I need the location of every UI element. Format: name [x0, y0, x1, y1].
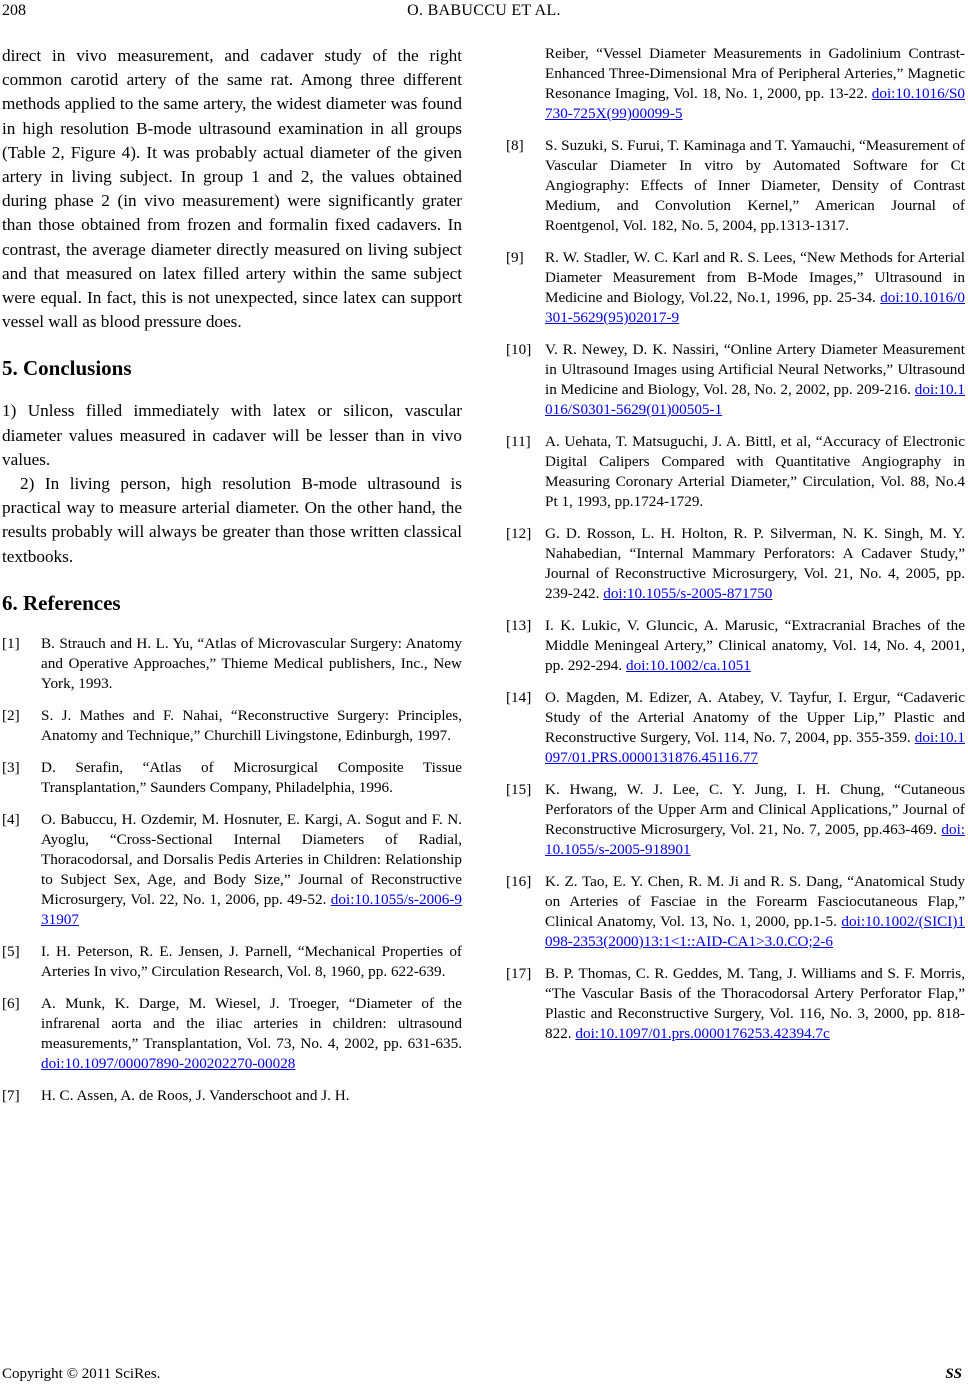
reference-item: [2, 810, 462, 930]
reference-item: [506, 780, 965, 860]
page-number: 208: [2, 2, 26, 19]
page-header: [0, 0, 968, 30]
reference-text: [545, 872, 965, 952]
reference-number: [4]: [2, 810, 20, 828]
reference-citation: B. P. Thomas, C. R. Geddes, M. Tang, J. Williams and S. F. Morris, “The Vascular Basis of the Thoracodorsal Artery Perforator Flap,” Plastic and Reconstructive Surgery, Vol. 116, No. 3, 2000, pp. 818-822.: [545, 965, 965, 1042]
reference-text: [545, 340, 965, 420]
reference-citation: O. Babuccu, H. Ozdemir, M. Hosnuter, E. Kargi, A. Sogut and F. N. Ayoglu, “Cross-Sectional Internal Diameters of Radial, Thoracodorsal, and Dorsalis Pedis Arteries in Children: Relationship to Subject Sex, Age, and Body Size,” Journal of Reconstructive Microsurgery, Vol. 22, No. 1, 2006, pp. 49-52.: [41, 810, 462, 908]
doi-link[interactable]: doi:10.1055/s-2005-871750: [603, 585, 773, 602]
reference-citation: S. Suzuki, S. Furui, T. Kaminaga and T. Yamauchi, “Measurement of Vascular Diameter In vitro by Automated Software for Ct Angiography: Effects of Inner Diameter, Density of Contrast Medium, and Convolution Kernel,” American Journal of Roentgenol, Vol. 182, No. 5, 2004, pp.1313-1317.: [545, 137, 965, 234]
reference-citation: O. Magden, M. Edizer, A. Atabey, V. Tayfur, I. Ergur, “Cadaveric Study of the Arterial Anatomy of the Upper Lip,” Plastic and Reconstructive Surgery, Vol. 114, No. 7, 2004, pp. 355-359.: [545, 689, 965, 746]
reference-number: [6]: [2, 994, 20, 1012]
reference-text: [41, 634, 462, 694]
reference-text: [506, 44, 965, 124]
doi-link[interactable]: doi:10.1002/ca.1051: [626, 657, 751, 674]
reference-citation: G. D. Rosson, L. H. Holton, R. P. Silverman, N. K. Singh, M. Y. Nahabedian, “Internal Mammary Perforators: A Cadaver Study,” Journal of Reconstructive Microsurgery, Vol. 21, No. 4, 2005, pp. 239-242.: [545, 525, 965, 602]
reference-number: [14]: [506, 689, 532, 706]
reference-item: [2, 1086, 462, 1106]
copyright-notice: Copyright © 2011 SciRes.: [2, 1366, 161, 1382]
reference-citation: I. H. Peterson, R. E. Jensen, J. Parnell, “Mechanical Properties of Arteries In vivo,” Circulation Research, Vol. 8, 1960, pp. 622-639.: [41, 942, 462, 980]
reference-citation: K. Z. Tao, E. Y. Chen, R. M. Ji and R. S. Dang, “Anatomical Study on Arteries of Fasciae in the Forearm Fasciocutaneous Flap,” Clinical Anatomy, Vol. 13, No. 1, 2000, pp.1-5.: [545, 873, 965, 930]
reference-item: [2, 758, 462, 798]
reference-list-left: [2, 634, 462, 1106]
reference-number: [2]: [2, 706, 20, 724]
doi-link[interactable]: doi:10.1016/0301-5629(95)02017-9: [545, 289, 966, 326]
reference-text: [545, 780, 965, 860]
doi-link[interactable]: doi:10.1097/00007890-200202270-00028: [41, 1054, 296, 1072]
doi-link[interactable]: doi:10.1097/01.PRS.0000131876.45116.77: [545, 729, 965, 766]
reference-number: [5]: [2, 942, 20, 960]
references-heading: 6. References: [2, 590, 121, 615]
reference-text: [41, 758, 462, 798]
reference-citation: D. Serafin, “Atlas of Microsurgical Composite Tissue Transplantation,” Saunders Company, Philadelphia, 1996.: [41, 758, 462, 796]
reference-citation: A. Uehata, T. Matsuguchi, J. A. Bittl, et al, “Accuracy of Electronic Digital Calipers Compared with Quantitative Angiography in Measuring Coronary Arterial Diameter,” Circulation, Vol. 88, No.4 Pt 1, 1993, pp.1724-1729.: [545, 433, 965, 510]
reference-text: [545, 524, 965, 604]
doi-link[interactable]: doi:10.1055/s-2005-918901: [545, 821, 966, 858]
reference-number: [15]: [506, 781, 532, 798]
discussion-paragraph: direct in vivo measurement, and cadaver study of the right common carotid artery of the same rat. Among three different methods applied to the same artery, the widest diameter was found in high resolution B-mode ultrasound examination in all groups (Table 2, Figure 4). It was probably actual diameter of the given artery in living subject. In group 1 and 2, the values obtained during phase 2 (in vivo measurement) were significantly grater than those obtained from frozen and formalin fixed cadavers. In contrast, the average diameter directly measured on living subject and that measured on latex filled artery within the same subject were equal. In fact, this is not unexpected, since latex can support vessel wall as blood pressure does.: [2, 46, 462, 332]
right-column: [506, 44, 965, 1056]
reference-text: [41, 1086, 462, 1106]
reference-citation: S. J. Mathes and F. Nahai, “Reconstructive Surgery: Principles, Anatomy and Technique,” Churchill Livingstone, Edinburgh, 1997.: [41, 706, 462, 744]
reference-item: [2, 942, 462, 982]
reference-item: [506, 44, 965, 124]
reference-number: [17]: [506, 965, 532, 982]
reference-text: [545, 248, 965, 328]
reference-citation: K. Hwang, W. J. Lee, C. Y. Jung, I. H. Chung, “Cutaneous Perforators of the Upper Arm and Clinical Applications,” Journal of Reconstructive Microsurgery, Vol. 21, No. 7, 2005, pp.463-469.: [545, 781, 965, 838]
reference-text: [41, 994, 462, 1074]
reference-item: [506, 136, 965, 236]
reference-item: [506, 616, 965, 676]
doi-link[interactable]: doi:10.1016/S0730-725X(99)00099-5: [545, 85, 965, 122]
reference-citation: R. W. Stadler, W. C. Karl and R. S. Lees, “New Methods for Arterial Diameter Measurement from B-Mode Images,” Ultrasound in Medicine and Biology, Vol.22, No.1, 1996, pp. 25-34.: [545, 249, 965, 306]
reference-number: [12]: [506, 525, 532, 542]
reference-item: [506, 964, 965, 1044]
reference-number: [11]: [506, 433, 531, 450]
running-head: O. BABUCCU ET AL.: [407, 2, 561, 19]
reference-citation: H. C. Assen, A. de Roos, J. Vanderschoot and J. H.: [41, 1086, 350, 1104]
reference-text: [545, 616, 965, 676]
reference-citation: V. R. Newey, D. K. Nassiri, “Online Artery Diameter Measurement in Ultrasound Images using Artificial Neural Networks,” Ultrasound in Medicine and Biology, Vol. 28, No. 2, 2002, pp. 209-216.: [545, 341, 965, 398]
reference-text: [545, 136, 965, 236]
doi-link[interactable]: doi:10.1002/(SICI)1098-2353(2000)13:1<1::AID-CA1>3.0.CO;2-6: [545, 913, 966, 950]
reference-item: [2, 634, 462, 694]
reference-text: [41, 942, 462, 982]
reference-item: [506, 248, 965, 328]
reference-item: [506, 872, 965, 952]
reference-number: [16]: [506, 873, 532, 890]
reference-number: [3]: [2, 758, 20, 776]
doi-link[interactable]: doi:10.1016/S0301-5629(01)00505-1: [545, 381, 965, 418]
reference-item: [506, 524, 965, 604]
reference-item: [2, 706, 462, 746]
reference-item: [506, 432, 965, 512]
reference-text: [41, 810, 462, 930]
doi-link[interactable]: doi:10.1097/01.prs.0000176253.42394.7c: [575, 1025, 830, 1042]
reference-citation: I. K. Lukic, V. Gluncic, A. Marusic, “Extracranial Braches of the Middle Meningeal Artery,” Clinical anatomy, Vol. 14, No. 4, 2001, pp. 292-294.: [545, 617, 965, 674]
reference-citation: A. Munk, K. Darge, M. Wiesel, J. Troeger, “Diameter of the infrarenal aorta and the iliac arteries in children: ultrasound measurements,” Transplantation, Vol. 73, No. 4, 2002, pp. 631-635.: [41, 994, 462, 1052]
doi-link[interactable]: doi:10.1055/s-2006-931907: [41, 890, 462, 928]
reference-item: [506, 340, 965, 420]
reference-number: [10]: [506, 341, 532, 358]
reference-number: [1]: [2, 634, 20, 652]
reference-item: [2, 994, 462, 1074]
conclusions-heading: 5. Conclusions: [2, 356, 132, 381]
journal-abbreviation: SS: [945, 1366, 962, 1382]
reference-citation: Reiber, “Vessel Diameter Measurements in Gadolinium Contrast-Enhanced Three-Dimensional Mra of Peripheral Arteries,” Magnetic Resonance Imaging, Vol. 18, No. 1, 2000, pp. 13-22.: [545, 45, 965, 102]
reference-citation: B. Strauch and H. L. Yu, “Atlas of Microvascular Surgery: Anatomy and Operative Approaches,” Thieme Medical publishers, Inc., New York, 1993.: [41, 634, 462, 692]
reference-number: [13]: [506, 617, 532, 634]
reference-text: [545, 432, 965, 512]
conclusion-item-2: 2) In living person, high resolution B-mode ultrasound is practical way to measure arterial diameter. On the other hand, the results probably will always be greater than those written classical textbooks.: [2, 474, 462, 566]
reference-text: [545, 688, 965, 768]
reference-list-right: [506, 44, 965, 1044]
reference-number: [9]: [506, 249, 524, 266]
reference-number: [7]: [2, 1086, 20, 1104]
reference-item: [506, 688, 965, 768]
left-column: [2, 44, 462, 1118]
reference-number: [8]: [506, 137, 524, 154]
reference-text: [545, 964, 965, 1044]
reference-text: [41, 706, 462, 746]
conclusion-item-1: 1) Unless filled immediately with latex or silicon, vascular diameter values measured in cadaver will be lesser than in vivo values.: [2, 401, 462, 469]
